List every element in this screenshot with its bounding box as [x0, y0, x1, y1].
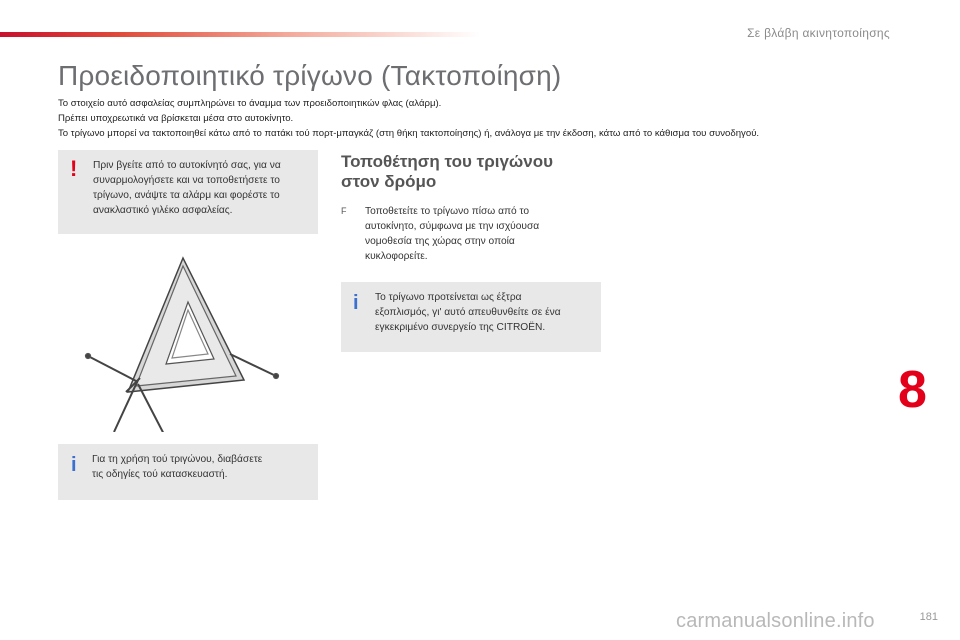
placement-instruction	[341, 204, 601, 264]
intro-text	[58, 98, 908, 143]
intro-paragraph: Το τρίγωνο μπορεί να τακτοποιηθεί κάτω από το πατάκι τού πορτ-μπαγκάζ (στη θήκη τακτοποίησης) ή, ανάλογα με την έκδοση, κάτω από το κάθισμα του συνοδηγού.	[58, 128, 760, 139]
watermark-text: carmanualsonline.info	[676, 610, 875, 632]
info-line: Για τη χρήση τού τριγώνου, διαβάσετε	[92, 454, 263, 465]
bullet-mark: F	[341, 206, 347, 216]
info-icon: i	[71, 454, 77, 476]
info-line: εξοπλισμός, γι' αυτό απευθυνθείτε σε ένα	[375, 307, 561, 318]
bullet-text	[365, 204, 601, 264]
warning-line: συναρμολογήσετε και να τοποθετήσετε το	[93, 175, 280, 186]
header-accent-bar	[0, 32, 480, 37]
info-box-right	[341, 282, 601, 352]
info-text	[92, 452, 314, 482]
section-heading-line: στον δρόμο	[341, 172, 437, 191]
bullet-line: Τοποθετείτε το τρίγωνο πίσω από το	[365, 206, 530, 217]
warning-line: ανακλαστικό γιλέκο ασφαλείας.	[93, 205, 233, 216]
bullet-line: κυκλοφορείτε.	[365, 251, 428, 262]
info-line: τις οδηγίες τού κατασκευαστή.	[92, 469, 228, 480]
page-number: 181	[919, 611, 938, 623]
warning-line: Πριν βγείτε από το αυτοκίνητό σας, για να	[93, 160, 281, 171]
info-icon: i	[353, 292, 359, 314]
section-name: Σε βλάβη ακινητοποίησης	[747, 26, 890, 40]
section-heading	[341, 152, 611, 192]
warning-triangle-illustration	[80, 252, 300, 432]
intro-paragraph: Το στοιχείο αυτό ασφαλείας συμπληρώνει το άναμμα των προειδοποιητικών φλας (αλάρμ).	[58, 98, 442, 109]
warning-line: τρίγωνο, ανάψτε τα αλάρμ και φορέστε το	[93, 190, 280, 201]
bullet-line: νομοθεσία της χώρας στην οποία	[365, 236, 515, 247]
info-box-left	[58, 444, 318, 500]
page-title: Προειδοποιητικό τρίγωνο (Τακτοποίηση)	[58, 60, 562, 91]
chapter-number: 8	[898, 361, 927, 419]
info-text	[375, 290, 599, 335]
info-line: Το τρίγωνο προτείνεται ως έξτρα	[375, 292, 522, 303]
warning-icon: !	[70, 156, 78, 181]
warning-box	[58, 150, 318, 234]
bullet-line: αυτοκίνητο, σύμφωνα με την ισχύουσα	[365, 221, 540, 232]
info-line: εγκεκριμένο συνεργείο της CITROËN.	[375, 322, 546, 333]
section-heading-line: Τοποθέτηση του τριγώνου	[341, 152, 554, 171]
intro-paragraph: Πρέπει υποχρεωτικά να βρίσκεται μέσα στο αυτοκίνητο.	[58, 113, 294, 124]
warning-text	[93, 158, 315, 218]
